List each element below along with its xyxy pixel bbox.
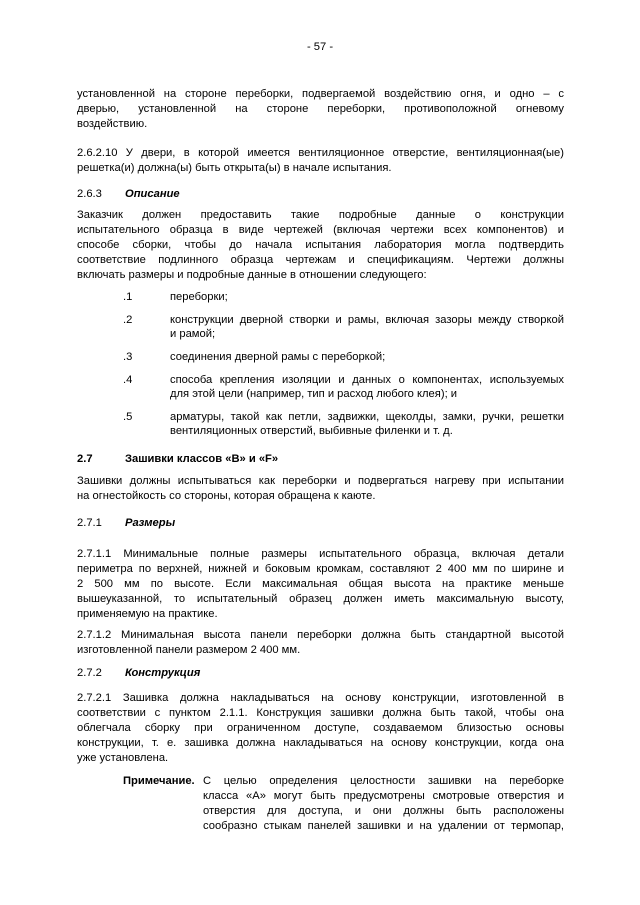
list-item-text: конструкции дверной створки и рамы, включая зазоры между створкой	[170, 314, 564, 326]
paragraph-line: облегчала сборку при ограниченном доступе, создаваемом близостью основы	[77, 722, 564, 734]
paragraph-line: соответствии с пунктом 2.1.1. Конструкция зашивки должна быть такой, чтобы она	[77, 707, 564, 719]
list-item-number: .4	[123, 374, 133, 386]
list-item-number: .2	[123, 314, 133, 326]
paragraph-line: испытательного образца в виде чертежей (включая чертежи всех компонентов) и	[77, 224, 564, 236]
paragraph-line: способе сборки, чтобы до начала испытания лаборатория могла подтвердить	[77, 239, 564, 251]
paragraph-line: 2.7.1.1 Минимальные полные размеры испытательного образца, включая детали	[77, 548, 564, 560]
section-number: 2.6.3	[77, 188, 102, 200]
paragraph-line: Зашивки должны испытываться как переборки и подвергаться нагреву при испытании	[77, 475, 564, 487]
paragraph-line: периметра по верхней, нижней и боковым кромкам, составляют 2 400 мм по ширине и	[77, 563, 564, 575]
paragraph-line: вышеуказанной, то испытательный образец должен иметь максимальную высоту,	[77, 593, 564, 605]
section-number: 2.7.2	[77, 667, 102, 679]
paragraph-line: изготовленной панели размером 2 400 мм.	[77, 644, 301, 656]
paragraph-line: применяемую на практике.	[77, 608, 218, 620]
list-item-number: .3	[123, 351, 133, 363]
paragraph-line: решетка(и) должна(ы) быть открыта(ы) в начале испытания.	[77, 162, 392, 174]
paragraph-line: установленной на стороне переборки, подвергаемой воздействию огня, и одно – с	[77, 88, 564, 100]
paragraph-line: включать размеры и подробные данные в отношении следующего:	[77, 269, 427, 281]
section-title: Размеры	[125, 517, 176, 529]
paragraph-line: конструкции, т. е. зашивка должна накладываться на основу конструкции, когда она	[77, 737, 564, 749]
list-item-text: соединения дверной рамы с переборкой;	[170, 351, 386, 363]
paragraph-line: соответствие подлинного образца чертежам и спецификациям. Чертежи должны	[77, 254, 564, 266]
list-item-text: переборки;	[170, 291, 228, 303]
paragraph-line: на огнестойкость со стороны, которая обращена к каюте.	[77, 490, 376, 502]
list-item-text: для этой цели (например, тип и расход любого клея); и	[170, 388, 458, 400]
paragraph-line: уже установлена.	[77, 752, 169, 764]
section-title: Описание	[125, 188, 180, 200]
paragraph-line: Заказчик должен предоставить такие подробные данные о конструкции	[77, 209, 564, 221]
section-number: 2.7	[77, 453, 93, 465]
note-text: С целью определения целостности зашивки на переборке	[203, 775, 564, 787]
list-item-text: вентиляционных отверстий, выбивные филенки и т. д.	[170, 425, 453, 437]
list-item-text: способа крепления изоляции и данных о компонентах, используемых	[170, 374, 564, 386]
paragraph-line: 2.6.2.10 У двери, в которой имеется вентиляционное отверстие, вентиляционная(ые)	[77, 147, 564, 159]
list-item-number: .1	[123, 291, 133, 303]
list-item-text: арматуры, такой как петли, задвижки, щеколды, замки, ручки, решетки	[170, 411, 564, 423]
note-text: класса «А» могут быть предусмотрены смотровые отверстия и	[203, 790, 564, 802]
list-item-number: .5	[123, 411, 133, 423]
note-label: Примечание.	[123, 775, 195, 787]
paragraph-line: 2.7.1.2 Минимальная высота панели переборки должна быть стандартной высотой	[77, 629, 564, 641]
section-title: Конструкция	[125, 667, 201, 679]
section-number: 2.7.1	[77, 517, 102, 529]
paragraph-line: 2 500 мм по высоте. Если максимальная общая высота на практике меньше	[77, 578, 564, 590]
note-text: сообразно стыкам панелей зашивки и на удалении от термопар,	[203, 820, 564, 832]
page-number: - 57 -	[306, 41, 334, 53]
paragraph-line: 2.7.2.1 Зашивка должна накладываться на основу конструкции, изготовленной в	[77, 692, 564, 704]
paragraph-line: воздействию.	[77, 118, 148, 130]
paragraph-line: дверью, установленной на стороне переборки, противоположной огневому	[77, 103, 564, 115]
note-text: отверстия для доступа, и они должны быть расположены	[203, 805, 564, 817]
list-item-text: и рамой;	[170, 328, 216, 340]
section-title: Зашивки классов «B» и «F»	[125, 453, 279, 465]
